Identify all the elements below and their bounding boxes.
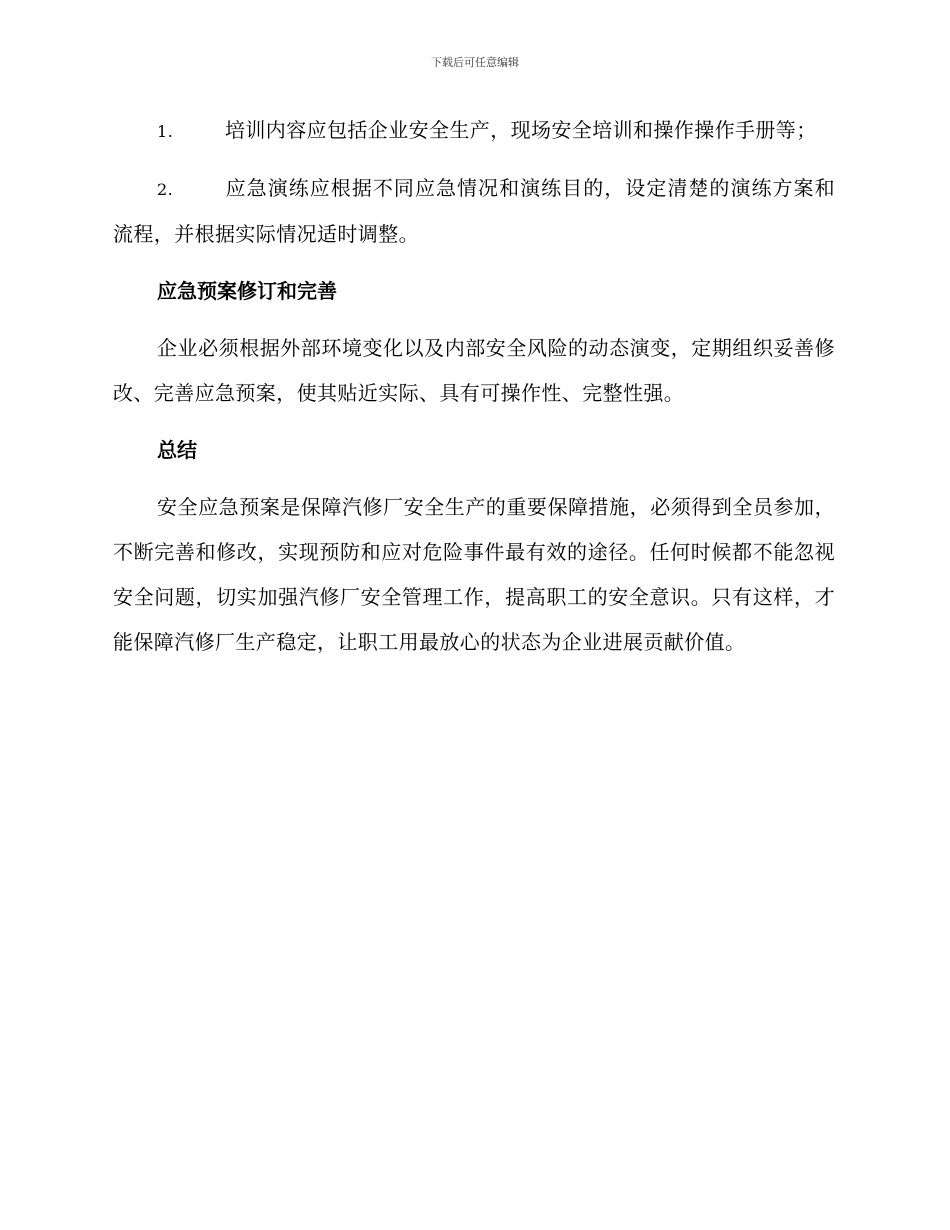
list-item-text: 应急演练应根据不同应急情况和演练目的，设定清楚的演练方案和流程，并根据实际情况适时调整。 [113,176,835,246]
list-number: 2. [157,180,174,199]
list-item-2 [113,166,835,257]
section-heading-revision: 应急预案修订和完善 [157,279,337,303]
document-body [113,108,835,677]
header-note: 下载后可任意编辑 [431,56,519,69]
list-item-1 [113,108,835,154]
list-number: 1. [157,122,174,141]
list-item-text: 培训内容应包括企业安全生产，现场安全培训和操作操作手册等； [225,118,817,142]
section-paragraph-summary: 安全应急预案是保障汽修厂安全生产的重要保障措施，必须得到全员参加，不断完善和修改，实现预防和应对危险事件最有效的途径。任何时候都不能忽视安全问题，切实加强汽修厂安全管理工作，提高职工的安全意识。只有这样，才能保障汽修厂生产稳定，让职工用最放心的状态为企业进展贡献价值。 [113,495,835,654]
section-paragraph-revision: 企业必须根据外部环境变化以及内部安全风险的动态演变，定期组织妥善修改、完善应急预案，使其贴近实际、具有可操作性、完整性强。 [113,336,835,405]
section-heading-summary: 总结 [157,438,197,462]
